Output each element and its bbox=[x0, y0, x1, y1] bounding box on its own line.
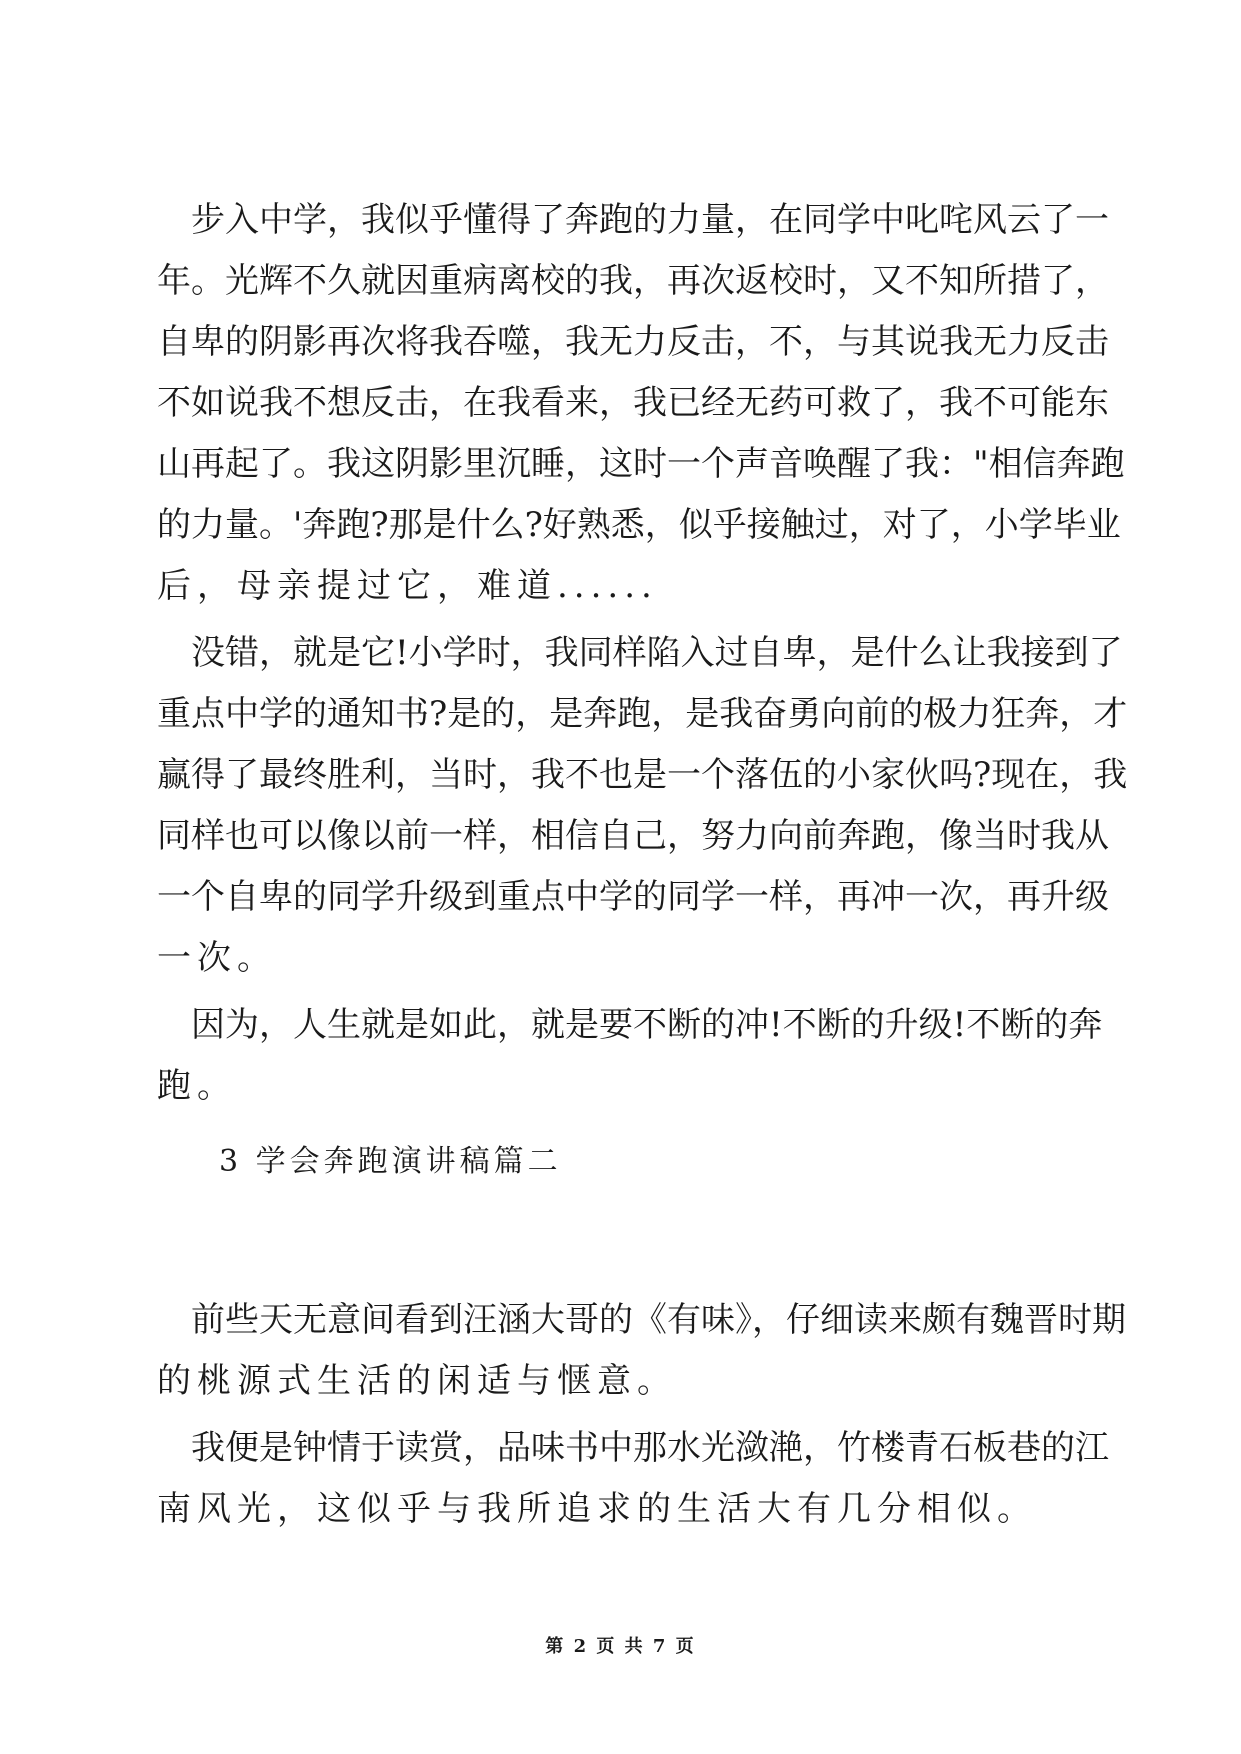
text-line: 后，母亲提过它，难道...... bbox=[157, 566, 658, 606]
text-line: 步入中学，我似乎懂得了奔跑的力量，在同学中叱咤风云了一 bbox=[191, 200, 1109, 240]
text-line: 一次。 bbox=[157, 938, 277, 978]
paragraph bbox=[157, 623, 1128, 989]
text-line: 山再起了。我这阴影里沉睡，这时一个声音唤醒了我："相信奔跑 bbox=[157, 444, 1125, 484]
paragraph bbox=[157, 1290, 1126, 1412]
text-line: 前些天无意间看到汪涵大哥的《有味》，仔细读来颇有魏晋时期 bbox=[191, 1300, 1126, 1340]
text-line: 的桃源式生活的闲适与惬意。 bbox=[157, 1361, 677, 1401]
text-line: 一个自卑的同学升级到重点中学的同学一样，再冲一次，再升级 bbox=[157, 877, 1109, 917]
text-line: 年。光辉不久就因重病离校的我，再次返校时，又不知所措了， bbox=[157, 261, 1109, 301]
text-line: 我便是钟情于读赏，品味书中那水光潋滟，竹楼青石板巷的江 bbox=[191, 1428, 1109, 1468]
text-line: 赢得了最终胜利，当时，我不也是一个落伍的小家伙吗?现在，我 bbox=[157, 755, 1128, 795]
paragraph bbox=[157, 995, 1103, 1117]
page-number-footer: 第 2 页 共 7 页 bbox=[545, 1636, 696, 1657]
text-line: 南风光，这似乎与我所追求的生活大有几分相似。 bbox=[157, 1489, 1037, 1529]
text-line: 的力量。'奔跑?那是什么?好熟悉，似乎接触过，对了，小学毕业 bbox=[157, 505, 1121, 545]
text-line: 自卑的阴影再次将我吞噬，我无力反击，不，与其说我无力反击 bbox=[157, 322, 1109, 362]
text-line: 不如说我不想反击，在我看来，我已经无药可救了，我不可能东 bbox=[157, 383, 1109, 423]
text-line: 没错，就是它!小学时，我同样陷入过自卑，是什么让我接到了 bbox=[191, 633, 1123, 673]
text-line: 因为，人生就是如此，就是要不断的冲!不断的升级!不断的奔 bbox=[191, 1005, 1103, 1045]
text-line: 同样也可以像以前一样，相信自己，努力向前奔跑，像当时我从 bbox=[157, 816, 1109, 856]
paragraph bbox=[157, 1418, 1109, 1540]
document-body bbox=[157, 190, 1128, 1540]
paragraph bbox=[157, 190, 1125, 617]
text-line: 重点中学的通知书?是的，是奔跑，是我奋勇向前的极力狂奔，才 bbox=[157, 694, 1128, 734]
text-line: 跑。 bbox=[157, 1066, 237, 1106]
section-heading: 3 学会奔跑演讲稿篇二 bbox=[219, 1144, 562, 1179]
